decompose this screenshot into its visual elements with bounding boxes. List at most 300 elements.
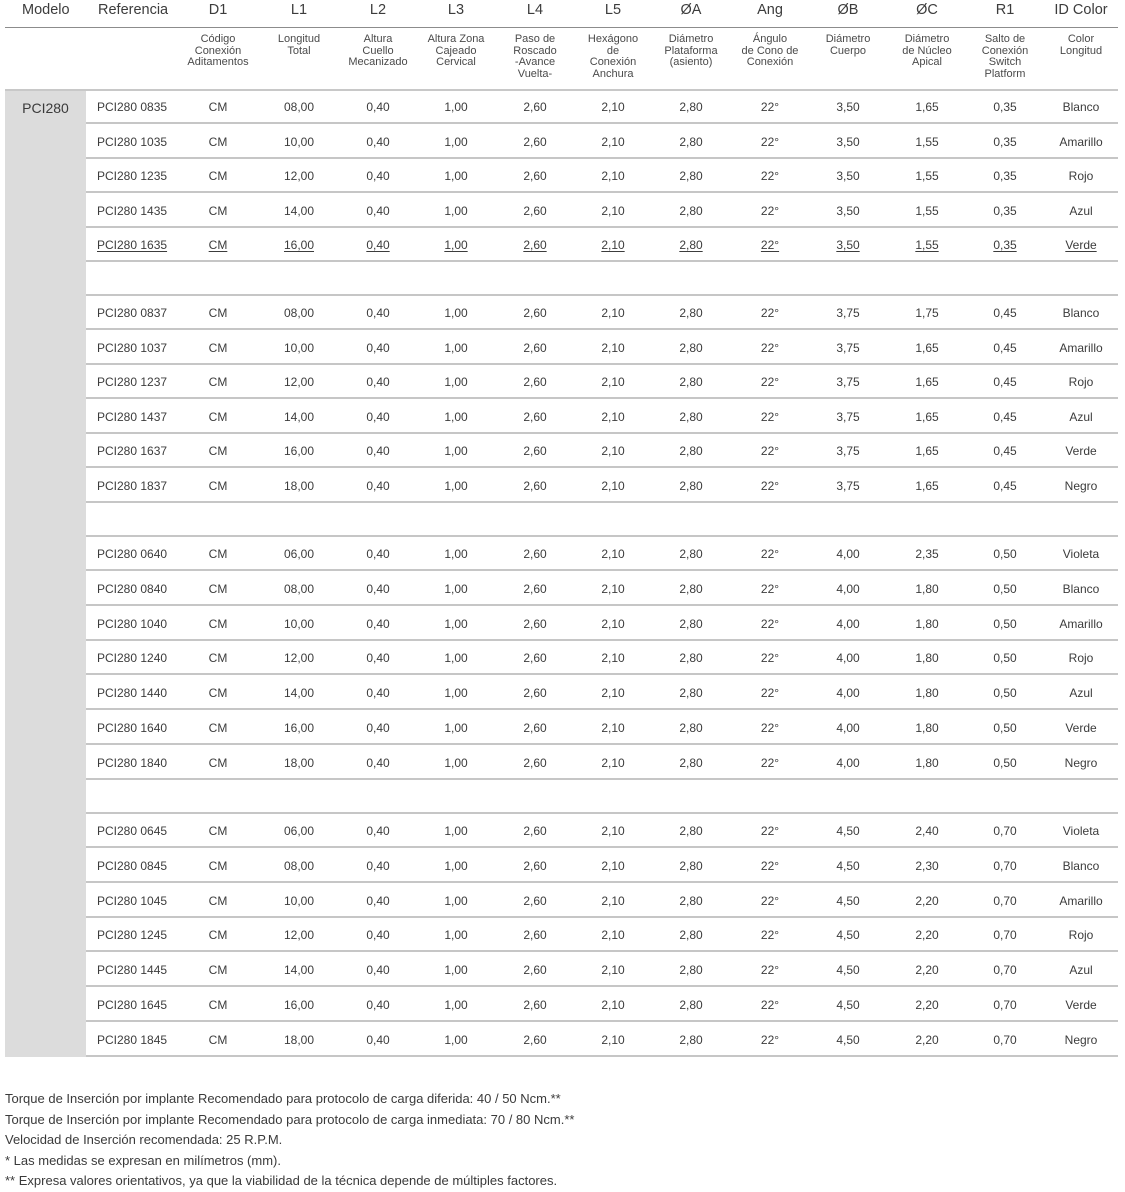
cell-r1: 0,50	[993, 686, 1017, 701]
cell-l5: 2,10	[601, 203, 625, 218]
cell-l1: 10,00	[283, 616, 315, 631]
col-header-l1: L1	[290, 2, 308, 18]
cell-oa: 2,80	[679, 134, 703, 149]
table-row	[86, 995, 1118, 1017]
note-disclaimer: ** Expresa valores orientativos, ya que la viabilidad de la técnica depende de múltiples factores.	[5, 1173, 558, 1189]
cell-ang: 22°	[760, 375, 780, 389]
cell-r1: 0,70	[993, 928, 1017, 943]
model-label: PCI280	[22, 100, 69, 116]
table-subheader	[0, 34, 1125, 90]
row-divider	[86, 673, 1118, 675]
model-column	[5, 91, 86, 1057]
cell-ob: 4,00	[836, 651, 860, 666]
cell-l2: 0,40	[366, 963, 390, 978]
cell-oc: 1,55	[915, 203, 939, 218]
col-header-l4: L4	[526, 2, 544, 18]
cell-d1: CM	[208, 858, 228, 873]
cell-l2: 0,40	[366, 444, 390, 458]
cell-r1: 0,45	[993, 340, 1017, 355]
cell-color: Rojo	[1068, 169, 1094, 184]
cell-r1: 0,70	[993, 963, 1017, 978]
cell-l5: 2,10	[601, 651, 625, 666]
cell-ang: 22°	[760, 100, 780, 114]
cell-color: Negro	[1064, 1032, 1098, 1047]
table-row	[86, 235, 1118, 257]
col-subheader-l4: Paso de Roscado -Avance Vuelta-	[513, 33, 557, 80]
cell-l4: 2,60	[523, 203, 547, 218]
cell-r1: 0,35	[993, 238, 1017, 253]
cell-l5: 2,10	[601, 134, 625, 149]
cell-l1: 12,00	[283, 928, 315, 943]
cell-oc: 1,75	[915, 306, 939, 320]
cell-oa: 2,80	[679, 686, 703, 701]
cell-l1: 06,00	[283, 547, 315, 561]
cell-l1: 12,00	[283, 651, 315, 666]
cell-l1: 16,00	[283, 238, 315, 253]
cell-oa: 2,80	[679, 824, 703, 838]
cell-referencia: PCI280 1645	[97, 998, 168, 1012]
cell-referencia: PCI280 0835	[97, 100, 168, 114]
cell-oa: 2,80	[679, 444, 703, 458]
cell-l2: 0,40	[366, 755, 390, 770]
cell-ang: 22°	[760, 755, 780, 770]
cell-ob: 4,50	[836, 824, 860, 838]
cell-l5: 2,10	[601, 893, 625, 908]
cell-color: Amarillo	[1059, 340, 1103, 355]
cell-referencia: PCI280 0845	[97, 858, 168, 873]
cell-oc: 1,55	[915, 134, 939, 149]
cell-l2: 0,40	[366, 721, 390, 735]
cell-l3: 1,00	[444, 721, 468, 735]
cell-ob: 4,50	[836, 1032, 860, 1047]
cell-l2: 0,40	[366, 581, 390, 596]
col-header-l3: L3	[447, 2, 465, 18]
cell-l3: 1,00	[444, 963, 468, 978]
cell-d1: CM	[208, 581, 228, 596]
cell-l3: 1,00	[444, 755, 468, 770]
row-divider	[86, 501, 1118, 503]
cell-ob: 4,50	[836, 963, 860, 978]
cell-l3: 1,00	[444, 547, 468, 561]
col-subheader-oa: Diámetro Plataforma (asiento)	[664, 33, 718, 68]
row-divider	[86, 1020, 1118, 1022]
cell-l4: 2,60	[523, 1032, 547, 1047]
cell-l5: 2,10	[601, 169, 625, 184]
row-divider	[86, 916, 1118, 918]
cell-l2: 0,40	[366, 547, 390, 561]
cell-l5: 2,10	[601, 963, 625, 978]
col-header-ob: ØB	[837, 2, 859, 18]
group-divider	[86, 812, 1118, 814]
row-divider	[86, 226, 1118, 228]
cell-ang: 22°	[760, 444, 780, 458]
cell-d1: CM	[208, 893, 228, 908]
table-row	[86, 201, 1118, 223]
table-row	[86, 614, 1118, 636]
cell-l3: 1,00	[444, 651, 468, 666]
cell-ang: 22°	[760, 547, 780, 561]
cell-l4: 2,60	[523, 169, 547, 184]
col-header-referencia: Referencia	[98, 2, 169, 18]
cell-oa: 2,80	[679, 893, 703, 908]
cell-ob: 3,75	[836, 444, 860, 458]
cell-l3: 1,00	[444, 409, 468, 424]
cell-l3: 1,00	[444, 1032, 468, 1047]
cell-ob: 4,00	[836, 686, 860, 701]
cell-referencia: PCI280 1435	[97, 203, 168, 218]
row-divider	[86, 432, 1118, 434]
cell-d1: CM	[208, 478, 228, 493]
row-divider	[86, 778, 1118, 780]
cell-color: Blanco	[1062, 306, 1100, 320]
cell-l2: 0,40	[366, 1032, 390, 1047]
table-row	[86, 407, 1118, 429]
cell-d1: CM	[208, 616, 228, 631]
cell-l3: 1,00	[444, 824, 468, 838]
cell-oc: 1,65	[915, 444, 939, 458]
cell-oa: 2,80	[679, 169, 703, 184]
cell-d1: CM	[208, 686, 228, 701]
cell-r1: 0,50	[993, 581, 1017, 596]
cell-color: Amarillo	[1059, 616, 1103, 631]
cell-l1: 08,00	[283, 306, 315, 320]
cell-ob: 3,75	[836, 306, 860, 320]
cell-oa: 2,80	[679, 755, 703, 770]
cell-ob: 3,75	[836, 478, 860, 493]
cell-color: Blanco	[1062, 100, 1100, 114]
cell-l4: 2,60	[523, 928, 547, 943]
cell-l5: 2,10	[601, 478, 625, 493]
cell-l1: 10,00	[283, 340, 315, 355]
cell-l2: 0,40	[366, 893, 390, 908]
cell-color: Amarillo	[1059, 134, 1103, 149]
cell-color: Rojo	[1068, 651, 1094, 666]
cell-ang: 22°	[760, 581, 780, 596]
cell-ang: 22°	[760, 824, 780, 838]
cell-l5: 2,10	[601, 444, 625, 458]
cell-l2: 0,40	[366, 409, 390, 424]
cell-oa: 2,80	[679, 963, 703, 978]
cell-l2: 0,40	[366, 340, 390, 355]
cell-oc: 2,20	[915, 1032, 939, 1047]
cell-color: Blanco	[1062, 858, 1100, 873]
row-divider	[86, 639, 1118, 641]
cell-r1: 0,50	[993, 721, 1017, 735]
cell-l4: 2,60	[523, 824, 547, 838]
row-divider	[86, 122, 1118, 124]
cell-l1: 14,00	[283, 409, 315, 424]
table-row	[86, 891, 1118, 913]
cell-oa: 2,80	[679, 375, 703, 389]
cell-d1: CM	[208, 963, 228, 978]
cell-ob: 4,50	[836, 893, 860, 908]
col-header-d1: D1	[208, 2, 228, 18]
cell-l4: 2,60	[523, 375, 547, 389]
col-header-color: ID Color	[1054, 2, 1108, 18]
cell-oc: 1,65	[915, 478, 939, 493]
cell-l5: 2,10	[601, 1032, 625, 1047]
cell-referencia: PCI280 0640	[97, 547, 168, 561]
row-divider	[86, 985, 1118, 987]
cell-r1: 0,50	[993, 651, 1017, 666]
cell-ang: 22°	[760, 306, 780, 320]
cell-l1: 10,00	[283, 134, 315, 149]
cell-referencia: PCI280 1840	[97, 755, 168, 770]
footnotes	[5, 1089, 1120, 1192]
row-divider	[86, 708, 1118, 710]
table-row	[86, 132, 1118, 154]
cell-ang: 22°	[760, 238, 780, 253]
cell-ob: 4,00	[836, 547, 860, 561]
cell-oa: 2,80	[679, 409, 703, 424]
cell-l2: 0,40	[366, 134, 390, 149]
cell-oc: 2,20	[915, 893, 939, 908]
cell-l3: 1,00	[444, 375, 468, 389]
col-header-l2: L2	[369, 2, 387, 18]
cell-color: Violeta	[1062, 547, 1100, 561]
col-subheader-r1: Salto de Conexión Switch Platform	[981, 33, 1029, 80]
cell-l3: 1,00	[444, 998, 468, 1012]
table-row	[86, 338, 1118, 360]
cell-l1: 14,00	[283, 686, 315, 701]
cell-oc: 2,20	[915, 928, 939, 943]
cell-ob: 4,00	[836, 755, 860, 770]
cell-ob: 3,75	[836, 375, 860, 389]
cell-color: Azul	[1069, 963, 1093, 978]
cell-r1: 0,35	[993, 169, 1017, 184]
cell-referencia: PCI280 1445	[97, 963, 168, 978]
cell-d1: CM	[208, 169, 228, 184]
cell-ob: 4,50	[836, 928, 860, 943]
cell-d1: CM	[208, 306, 228, 320]
cell-ob: 3,50	[836, 203, 860, 218]
cell-ang: 22°	[760, 928, 780, 943]
cell-l4: 2,60	[523, 686, 547, 701]
cell-l4: 2,60	[523, 547, 547, 561]
table-row	[86, 476, 1118, 498]
cell-ob: 4,00	[836, 581, 860, 596]
cell-r1: 0,45	[993, 375, 1017, 389]
cell-l3: 1,00	[444, 928, 468, 943]
cell-oa: 2,80	[679, 998, 703, 1012]
cell-ang: 22°	[760, 651, 780, 666]
cell-l4: 2,60	[523, 409, 547, 424]
col-subheader-oc: Diámetro de Núcleo Apical	[902, 33, 952, 68]
col-subheader-ang: Ángulo de Cono de Conexión	[741, 33, 799, 68]
cell-oa: 2,80	[679, 721, 703, 735]
cell-referencia: PCI280 0645	[97, 824, 168, 838]
cell-l3: 1,00	[444, 444, 468, 458]
cell-referencia: PCI280 1035	[97, 134, 168, 149]
cell-referencia: PCI280 1240	[97, 651, 168, 666]
cell-l4: 2,60	[523, 100, 547, 114]
cell-r1: 0,50	[993, 547, 1017, 561]
group-divider	[86, 535, 1118, 537]
cell-l2: 0,40	[366, 478, 390, 493]
cell-ob: 3,75	[836, 340, 860, 355]
cell-r1: 0,70	[993, 893, 1017, 908]
subheader-divider	[5, 89, 1118, 91]
cell-l5: 2,10	[601, 340, 625, 355]
cell-l1: 14,00	[283, 963, 315, 978]
cell-r1: 0,70	[993, 1032, 1017, 1047]
cell-oc: 2,20	[915, 963, 939, 978]
cell-referencia: PCI280 1635	[97, 238, 168, 253]
cell-r1: 0,70	[993, 824, 1017, 838]
cell-oc: 1,80	[915, 581, 939, 596]
cell-l4: 2,60	[523, 963, 547, 978]
cell-color: Verde	[1065, 998, 1097, 1012]
cell-ob: 4,00	[836, 616, 860, 631]
cell-l4: 2,60	[523, 858, 547, 873]
cell-l1: 06,00	[283, 824, 315, 838]
cell-ob: 3,50	[836, 169, 860, 184]
cell-l5: 2,10	[601, 306, 625, 320]
cell-oa: 2,80	[679, 858, 703, 873]
cell-l1: 18,00	[283, 755, 315, 770]
cell-oc: 1,80	[915, 616, 939, 631]
cell-r1: 0,45	[993, 444, 1017, 458]
cell-oa: 2,80	[679, 100, 703, 114]
cell-l5: 2,10	[601, 616, 625, 631]
note-immediate-torque: Torque de Inserción por implante Recomendado para protocolo de carga inmediata: 70 / 80 Ncm.**	[5, 1111, 575, 1127]
cell-d1: CM	[208, 100, 228, 114]
cell-l2: 0,40	[366, 100, 390, 114]
row-divider	[86, 950, 1118, 952]
cell-color: Verde	[1065, 721, 1097, 735]
cell-d1: CM	[208, 238, 228, 253]
cell-l3: 1,00	[444, 686, 468, 701]
col-subheader-l3: Altura Zona Cajeado Cervical	[427, 33, 485, 68]
cell-r1: 0,70	[993, 998, 1017, 1012]
cell-oa: 2,80	[679, 581, 703, 596]
cell-l3: 1,00	[444, 238, 468, 253]
cell-oa: 2,80	[679, 306, 703, 320]
row-divider	[86, 328, 1118, 330]
table-row	[86, 441, 1118, 463]
cell-l4: 2,60	[523, 444, 547, 458]
cell-l3: 1,00	[444, 858, 468, 873]
cell-ob: 3,50	[836, 100, 860, 114]
cell-l5: 2,10	[601, 375, 625, 389]
cell-referencia: PCI280 1045	[97, 893, 168, 908]
cell-l5: 2,10	[601, 409, 625, 424]
cell-l2: 0,40	[366, 686, 390, 701]
cell-l3: 1,00	[444, 616, 468, 631]
table-header	[0, 0, 1125, 28]
cell-l4: 2,60	[523, 478, 547, 493]
cell-l5: 2,10	[601, 238, 625, 253]
cell-ob: 4,50	[836, 998, 860, 1012]
group-divider	[86, 294, 1118, 296]
cell-l5: 2,10	[601, 100, 625, 114]
cell-referencia: PCI280 1440	[97, 686, 168, 701]
cell-r1: 0,35	[993, 134, 1017, 149]
cell-r1: 0,35	[993, 100, 1017, 114]
cell-l2: 0,40	[366, 238, 390, 253]
row-divider	[86, 881, 1118, 883]
row-divider	[86, 743, 1118, 745]
cell-oc: 1,80	[915, 755, 939, 770]
cell-referencia: PCI280 1040	[97, 616, 168, 631]
cell-ob: 4,50	[836, 858, 860, 873]
cell-l3: 1,00	[444, 100, 468, 114]
col-subheader-l5: Hexágono de Conexión Anchura	[587, 33, 639, 80]
cell-oc: 1,80	[915, 651, 939, 666]
cell-l1: 16,00	[283, 444, 315, 458]
cell-l4: 2,60	[523, 306, 547, 320]
cell-l2: 0,40	[366, 858, 390, 873]
cell-oa: 2,80	[679, 1032, 703, 1047]
cell-d1: CM	[208, 203, 228, 218]
col-header-ang: Ang	[757, 2, 783, 18]
cell-referencia: PCI280 1237	[97, 375, 168, 389]
cell-referencia: PCI280 0840	[97, 581, 168, 596]
header-divider	[5, 27, 1118, 28]
cell-ang: 22°	[760, 686, 780, 701]
cell-l5: 2,10	[601, 581, 625, 596]
cell-l5: 2,10	[601, 928, 625, 943]
cell-l3: 1,00	[444, 203, 468, 218]
cell-l4: 2,60	[523, 721, 547, 735]
cell-l4: 2,60	[523, 616, 547, 631]
cell-referencia: PCI280 1437	[97, 409, 168, 424]
cell-l4: 2,60	[523, 651, 547, 666]
cell-ang: 22°	[760, 478, 780, 493]
cell-l3: 1,00	[444, 478, 468, 493]
cell-color: Blanco	[1062, 581, 1100, 596]
table-row	[86, 925, 1118, 947]
table-row	[86, 303, 1118, 325]
cell-oc: 2,35	[915, 547, 939, 561]
cell-l2: 0,40	[366, 998, 390, 1012]
cell-oc: 1,80	[915, 686, 939, 701]
cell-ang: 22°	[760, 1032, 780, 1047]
cell-ob: 3,50	[836, 134, 860, 149]
cell-d1: CM	[208, 651, 228, 666]
cell-l1: 18,00	[283, 1032, 315, 1047]
table-row	[86, 579, 1118, 601]
cell-d1: CM	[208, 824, 228, 838]
cell-l1: 16,00	[283, 998, 315, 1012]
cell-ob: 3,50	[836, 238, 860, 253]
cell-l1: 12,00	[283, 169, 315, 184]
cell-d1: CM	[208, 375, 228, 389]
cell-l1: 12,00	[283, 375, 315, 389]
cell-color: Verde	[1065, 238, 1097, 253]
cell-referencia: PCI280 1037	[97, 340, 168, 355]
cell-d1: CM	[208, 409, 228, 424]
cell-l3: 1,00	[444, 306, 468, 320]
cell-ang: 22°	[760, 721, 780, 735]
cell-color: Rojo	[1068, 375, 1094, 389]
cell-oc: 2,20	[915, 998, 939, 1012]
table-row	[86, 683, 1118, 705]
cell-l1: 08,00	[283, 100, 315, 114]
table-row	[86, 372, 1118, 394]
cell-oa: 2,80	[679, 478, 703, 493]
cell-referencia: PCI280 1640	[97, 721, 168, 735]
cell-ang: 22°	[760, 893, 780, 908]
col-subheader-d1: Código Conexión Aditamentos	[187, 33, 249, 68]
cell-oa: 2,80	[679, 928, 703, 943]
cell-oa: 2,80	[679, 616, 703, 631]
row-divider	[86, 466, 1118, 468]
table-row	[86, 544, 1118, 566]
cell-r1: 0,45	[993, 306, 1017, 320]
cell-l2: 0,40	[366, 616, 390, 631]
row-divider	[86, 157, 1118, 159]
